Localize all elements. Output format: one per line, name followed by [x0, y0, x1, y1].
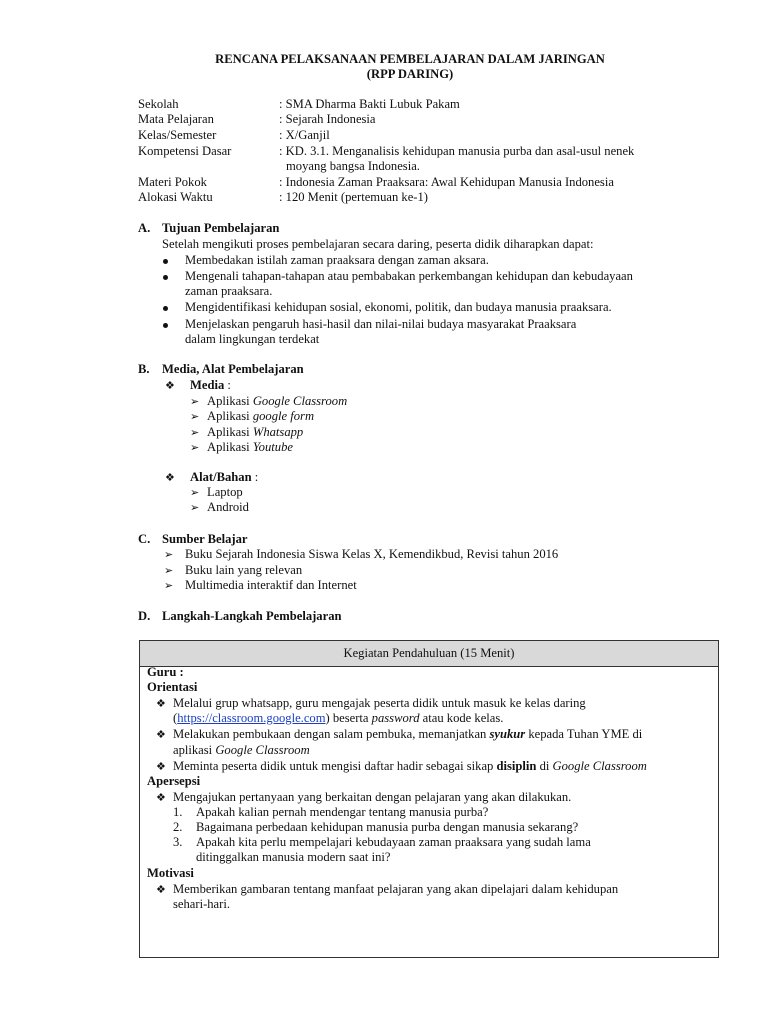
section-a-intro: Setelah mengikuti proses pembelajaran secara daring, peserta didik diharapkan dapat: — [162, 237, 594, 251]
identity-label-competency: Kompetensi Dasar — [138, 144, 232, 158]
media-item-2 — [207, 409, 314, 424]
apersepsi-intro: Mengajukan pertanyaan yang berkaitan dengan pelajaran yang akan dilakukan. — [173, 790, 572, 804]
motivasi-item: Memberikan gambaran tentang manfaat pelajaran yang akan dipelajari dalam kehidupan — [173, 882, 619, 896]
arrow-bullet-icon: ➢ — [190, 502, 200, 514]
tools-item-1: Laptop — [207, 485, 243, 499]
bullet-dot-icon — [163, 269, 168, 284]
diamond-bullet-icon: ❖ — [156, 792, 166, 804]
table-header: Kegiatan Pendahuluan (15 Menit) — [140, 641, 718, 667]
diamond-bullet-icon: ❖ — [165, 472, 175, 484]
orientasi-item-3-d: Google Classroom — [552, 759, 647, 773]
guru-label: Guru : — [147, 665, 184, 679]
diamond-bullet-icon: ❖ — [156, 698, 166, 710]
identity-value-competency-cont: moyang bangsa Indonesia. — [286, 159, 420, 173]
orientasi-label: Orientasi — [147, 680, 198, 694]
identity-value-school: : SMA Dharma Bakti Lubuk Pakam — [279, 97, 460, 111]
identity-value-subject: : Sejarah Indonesia — [279, 112, 376, 126]
identity-value-competency: : KD. 3.1. Menganalisis kehidupan manusia purba dan asal-usul nenek — [279, 144, 635, 158]
media-item-1 — [207, 394, 347, 409]
arrow-bullet-icon: ➢ — [190, 396, 200, 408]
password-text: password — [371, 711, 420, 725]
section-c-title: Sumber Belajar — [162, 532, 248, 546]
orientasi-item-2-cont — [173, 743, 310, 758]
arrow-bullet-icon: ➢ — [190, 442, 200, 454]
orientasi-item-1: Melalui grup whatsapp, guru mengajak peserta didik untuk masuk ke kelas daring — [173, 696, 586, 710]
section-c-letter: C. — [138, 532, 151, 546]
arrow-bullet-icon: ➢ — [190, 411, 200, 423]
identity-label-class: Kelas/Semester — [138, 128, 217, 142]
media-item-prefix: Aplikasi — [207, 440, 253, 454]
orientasi-item-2-a: Melakukan pembukaan dengan salam pembuka, memanjatkan — [173, 727, 490, 741]
objective-item-4: Menjelaskan pengaruh hasi-hasil dan nilai-nilai budaya masyarakat Praaksara — [185, 317, 577, 331]
media-label-line — [190, 378, 231, 393]
media-item-prefix: Aplikasi — [207, 425, 253, 439]
orientasi-item-3-c: di — [536, 759, 553, 773]
objective-item-3: Mengidentifikasi kehidupan sosial, ekonomi, politik, dan budaya manusia praaksara. — [185, 300, 612, 314]
section-d-title: Langkah-Langkah Pembelajaran — [162, 609, 342, 623]
source-item-2: Buku lain yang relevan — [185, 563, 303, 577]
media-label: Media — [190, 378, 225, 392]
orientasi-item-2-b: kepada Tuhan YME di — [525, 727, 643, 741]
diamond-bullet-icon: ❖ — [165, 380, 175, 392]
arrow-bullet-icon: ➢ — [164, 565, 174, 577]
question-number: 1. — [173, 805, 183, 819]
document-title-line1: RENCANA PELAKSANAAN PEMBELAJARAN DALAM JARINGAN — [215, 52, 605, 66]
document-title-line2: (RPP DARING) — [366, 67, 454, 81]
arrow-bullet-icon: ➢ — [164, 549, 174, 561]
apersepsi-label: Apersepsi — [147, 774, 201, 788]
identity-label-subject: Mata Pelajaran — [138, 112, 214, 126]
identity-value-time: : 120 Menit (pertemuan ke-1) — [279, 190, 428, 204]
orientasi-item-2-cont-a: aplikasi — [173, 743, 216, 757]
source-item-3: Multimedia interaktif dan Internet — [185, 578, 357, 592]
orientasi-item-1-end: atau kode kelas. — [419, 711, 504, 725]
motivasi-label: Motivasi — [147, 866, 194, 880]
syukur-text: syukur — [489, 727, 526, 741]
identity-label-time: Alokasi Waktu — [138, 190, 213, 204]
section-a-title: Tujuan Pembelajaran — [162, 221, 280, 235]
bullet-dot-icon — [163, 253, 168, 268]
objective-item-4-cont: dalam lingkungan terdekat — [185, 332, 320, 346]
arrow-bullet-icon: ➢ — [190, 487, 200, 499]
tools-label-line — [190, 470, 258, 485]
paren-open: ( — [173, 711, 178, 725]
arrow-bullet-icon: ➢ — [164, 580, 174, 592]
diamond-bullet-icon: ❖ — [156, 884, 166, 896]
media-item-name: Google Classroom — [252, 394, 348, 408]
orientasi-item-1-mid: ) beserta — [325, 711, 372, 725]
identity-value-topic: : Indonesia Zaman Praaksara: Awal Kehidupan Manusia Indonesia — [279, 175, 614, 189]
media-item-name: Youtube — [252, 440, 293, 454]
identity-label-topic: Materi Pokok — [138, 175, 207, 189]
section-b-title: Media, Alat Pembelajaran — [162, 362, 304, 376]
diamond-bullet-icon: ❖ — [156, 761, 166, 773]
identity-value-class: : X/Ganjil — [279, 128, 330, 142]
objective-item-1: Membedakan istilah zaman praaksara dengan zaman aksara. — [185, 253, 489, 267]
tools-item-2: Android — [207, 500, 249, 514]
question-number: 3. — [173, 835, 183, 849]
tools-label: Alat/Bahan — [190, 470, 252, 484]
motivasi-item-cont: sehari-hari. — [173, 897, 230, 911]
bullet-dot-icon — [163, 300, 168, 315]
arrow-bullet-icon: ➢ — [190, 427, 200, 439]
question-2: Bagaimana perbedaan kehidupan manusia purba dengan manusia sekarang? — [196, 820, 579, 834]
orientasi-item-3 — [173, 759, 647, 774]
objective-item-2-cont: zaman praaksara. — [185, 284, 273, 298]
media-item-3 — [207, 425, 303, 440]
section-a-letter: A. — [138, 221, 151, 235]
question-3-cont: ditinggalkan manusia modern saat ini? — [196, 850, 391, 864]
orientasi-item-2 — [173, 727, 642, 742]
objective-item-2: Mengenali tahapan-tahapan atau pembabakan perkembangan kehidupan dan kebudayaan — [185, 269, 633, 283]
media-item-prefix: Aplikasi — [207, 394, 253, 408]
question-1: Apakah kalian pernah mendengar tentang manusia purba? — [196, 805, 489, 819]
classroom-link[interactable]: https://classroom.google.com — [177, 711, 326, 725]
question-number: 2. — [173, 820, 183, 834]
orientasi-item-2-cont-b: Google Classroom — [215, 743, 310, 757]
bullet-dot-icon — [163, 317, 168, 332]
media-item-name: google form — [252, 409, 315, 423]
source-item-1: Buku Sejarah Indonesia Siswa Kelas X, Kemendikbud, Revisi tahun 2016 — [185, 547, 559, 561]
media-colon: : — [224, 378, 231, 392]
tools-colon: : — [251, 470, 259, 484]
disiplin-text: disiplin — [496, 759, 537, 773]
section-d-letter: D. — [138, 609, 151, 623]
section-b-letter: B. — [138, 362, 150, 376]
orientasi-item-1-cont — [173, 711, 503, 726]
media-item-4 — [207, 440, 293, 455]
diamond-bullet-icon: ❖ — [156, 729, 166, 741]
identity-label-school: Sekolah — [138, 97, 179, 111]
question-3: Apakah kita perlu mempelajari kebudayaan zaman praaksara yang sudah lama — [196, 835, 591, 849]
orientasi-item-3-a: Meminta peserta didik untuk mengisi daftar hadir sebagai sikap — [173, 759, 497, 773]
media-item-name: Whatsapp — [252, 425, 304, 439]
media-item-prefix: Aplikasi — [207, 409, 253, 423]
